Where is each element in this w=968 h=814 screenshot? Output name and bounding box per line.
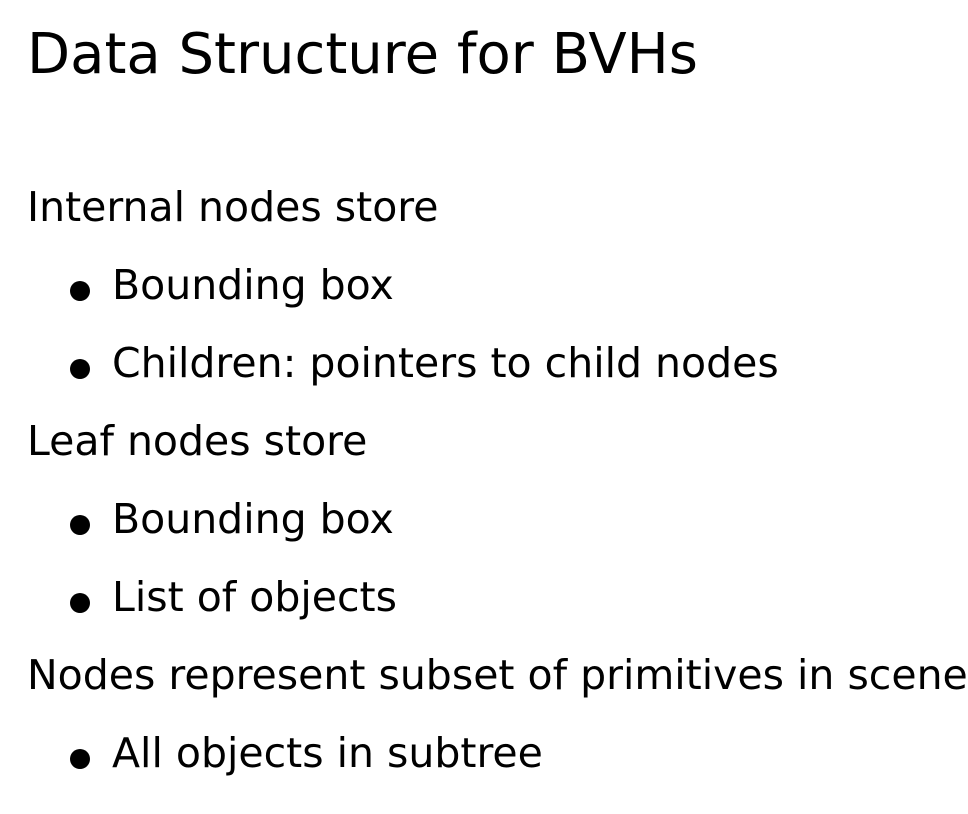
bullet-text: List of objects [112, 573, 397, 621]
bullet-item [27, 339, 957, 417]
slide-title: Data Structure for BVHs [27, 22, 698, 87]
section-heading-internal-nodes: Internal nodes store [27, 183, 439, 231]
bullet-text: Bounding box [112, 495, 394, 543]
slide-content [27, 183, 968, 807]
bullet-item [27, 261, 957, 339]
bullet-item [27, 573, 957, 651]
bullet-icon [70, 749, 90, 769]
bullet-item [27, 729, 957, 807]
bullet-text: Children: pointers to child nodes [112, 339, 779, 387]
bullet-item [27, 495, 957, 573]
section-heading-leaf-nodes: Leaf nodes store [27, 417, 368, 465]
bullet-text: All objects in subtree [112, 729, 543, 777]
section-heading-nodes-represent: Nodes represent subset of primitives in scene [27, 651, 968, 699]
bullet-icon [70, 515, 90, 535]
bullet-icon [70, 281, 90, 301]
bullet-text: Bounding box [112, 261, 394, 309]
bullet-icon [70, 359, 90, 379]
bullet-icon [70, 593, 90, 613]
